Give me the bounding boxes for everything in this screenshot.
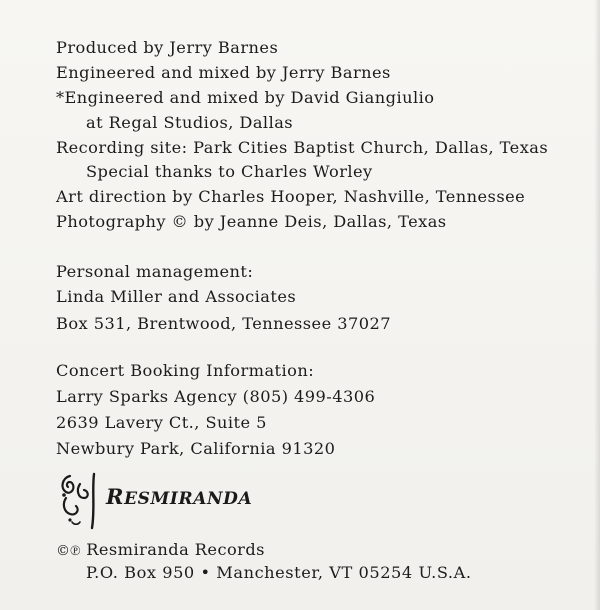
resmiranda-wordmark xyxy=(106,484,252,509)
booking-agency: Larry Sparks Agency (805) 499-4306 xyxy=(56,387,376,406)
booking-city: Newbury Park, California 91320 xyxy=(56,439,336,458)
management-address: Box 531, Brentwood, Tennessee 37027 xyxy=(56,314,391,333)
credit-photography: Photography © by Jeanne Deis, Dallas, Texas xyxy=(56,212,447,231)
management-heading: Personal management: xyxy=(56,262,254,281)
label-address: P.O. Box 950 • Manchester, VT 05254 U.S.A. xyxy=(86,563,472,582)
booking-heading: Concert Booking Information: xyxy=(56,361,315,380)
management-name: Linda Miller and Associates xyxy=(56,287,297,306)
credit-producer: Produced by Jerry Barnes xyxy=(56,38,279,57)
credit-engineer-alt: *Engineered and mixed by David Giangiulio xyxy=(56,88,435,107)
copyright-symbols: ©℗ xyxy=(56,543,81,559)
wordmark-rest: ESMIRANDA xyxy=(124,489,253,509)
copyright-name: Resmiranda Records xyxy=(86,540,265,559)
credit-recording-site: Recording site: Park Cities Baptist Church, Dallas, Texas xyxy=(56,138,549,157)
resmiranda-emblem-icon xyxy=(56,470,100,530)
credit-special-thanks: Special thanks to Charles Worley xyxy=(86,162,373,181)
credit-engineer: Engineered and mixed by Jerry Barnes xyxy=(56,63,391,82)
wordmark-initial: R xyxy=(106,484,125,509)
scan-edge-shadow xyxy=(594,0,600,610)
copyright-line xyxy=(56,540,265,560)
booking-street: 2639 Lavery Ct., Suite 5 xyxy=(56,413,267,432)
resmiranda-logo xyxy=(56,470,286,530)
credit-studio: at Regal Studios, Dallas xyxy=(86,113,294,132)
credit-art-direction: Art direction by Charles Hooper, Nashville, Tennessee xyxy=(56,187,526,206)
